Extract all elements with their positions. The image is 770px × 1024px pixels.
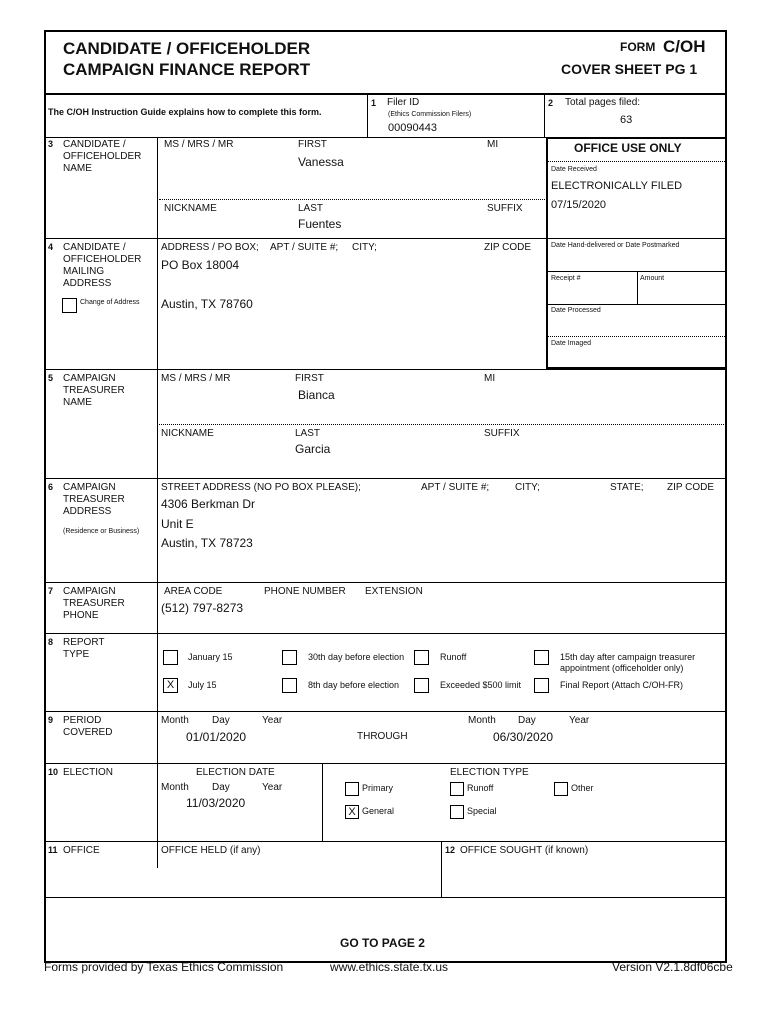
sec3-label-2: OFFICEHOLDER xyxy=(63,151,142,162)
mailing-address-line1[interactable]: PO Box 18004 xyxy=(161,258,240,272)
election-type-label: ELECTION TYPE xyxy=(450,767,529,778)
exceeded-500-checkbox[interactable] xyxy=(414,678,429,693)
treasurer-last-name[interactable]: Garcia xyxy=(295,442,331,456)
election-month-label: Month xyxy=(161,782,189,793)
election-date-label: ELECTION DATE xyxy=(196,767,275,778)
election-runoff-checkbox[interactable] xyxy=(450,782,464,796)
election-year-label: Year xyxy=(262,782,283,793)
election-runoff-label: Runoff xyxy=(467,783,494,793)
extension-label: EXTENSION xyxy=(365,586,423,597)
election-day-label: Day xyxy=(212,782,230,793)
address-label: ADDRESS / PO BOX; xyxy=(161,242,259,253)
electronically-filed-status: ELECTRONICALLY FILED xyxy=(551,180,683,192)
general-label: General xyxy=(362,806,395,816)
suffix-label: SUFFIX xyxy=(487,203,523,214)
to-month-label: Month xyxy=(468,715,496,726)
nickname-label: NICKNAME xyxy=(164,203,217,214)
footer-provider: Forms provided by Texas Ethics Commission xyxy=(44,960,284,974)
nickname-label: NICKNAME xyxy=(161,428,214,439)
sec8-label-2: TYPE xyxy=(63,649,90,660)
last-label: LAST xyxy=(295,428,321,439)
treasurer-first-name[interactable]: Bianca xyxy=(298,388,335,402)
office-use-title: OFFICE USE ONLY xyxy=(574,141,682,155)
ms-mrs-mr-label: MS / MRS / MR xyxy=(161,373,231,384)
dotted-divider xyxy=(548,336,725,337)
instruction-text: The C/OH Instruction Guide explains how to complete this form. xyxy=(48,107,322,117)
january-15-label: January 15 xyxy=(188,652,233,662)
july-15-checkbox[interactable]: X xyxy=(163,678,178,693)
form-title-line1: CANDIDATE / OFFICEHOLDER xyxy=(63,39,311,58)
zip-code-label: ZIP CODE xyxy=(484,242,532,253)
sec7-label-3: PHONE xyxy=(63,610,99,621)
hand-delivered-label: Date Hand-delivered or Date Postmarked xyxy=(551,242,680,249)
runoff-report-label: Runoff xyxy=(440,652,467,662)
label-column-divider xyxy=(157,137,158,868)
receipt-label: Receipt # xyxy=(551,275,581,282)
final-report-label: Final Report (Attach C/OH-FR) xyxy=(560,680,684,690)
sec9-number: 9 xyxy=(48,715,54,725)
filed-date: 07/15/2020 xyxy=(551,199,607,211)
phone-number-label: PHONE NUMBER xyxy=(264,586,346,597)
dotted-divider xyxy=(548,161,725,162)
sec7-number: 7 xyxy=(48,586,54,596)
city-label: CITY; xyxy=(515,482,540,493)
final-report-checkbox[interactable] xyxy=(534,678,549,693)
divider xyxy=(546,238,727,239)
from-day-label: Day xyxy=(212,715,230,726)
other-label: Other xyxy=(571,783,594,793)
july-15-label: July 15 xyxy=(188,680,217,690)
from-year-label: Year xyxy=(262,715,283,726)
form-code: C/OH xyxy=(663,37,706,56)
sec6-label-3: ADDRESS xyxy=(63,506,112,517)
sec4-label-3: MAILING xyxy=(63,266,105,277)
form-label: FORM xyxy=(620,40,656,54)
mailing-address-line2[interactable]: Austin, TX 78760 xyxy=(161,297,253,311)
30th-day-label: 30th day before election xyxy=(308,652,405,662)
sec4-label-2: OFFICEHOLDER xyxy=(63,254,142,265)
mi-label: MI xyxy=(487,139,499,150)
sec11-number: 11 xyxy=(48,845,58,855)
period-from-date[interactable]: 01/01/2020 xyxy=(186,730,247,744)
15th-day-label-line2: appointment (officeholder only) xyxy=(560,663,684,673)
divider xyxy=(546,304,727,305)
office-sought-label: OFFICE SOUGHT (if known) xyxy=(460,845,589,856)
15th-day-checkbox[interactable] xyxy=(534,650,549,665)
divider xyxy=(544,95,545,138)
zip-code-label: ZIP CODE xyxy=(667,482,715,493)
row-divider xyxy=(44,137,546,138)
sec7-label-1: CAMPAIGN xyxy=(63,586,116,597)
sec7-label-2: TREASURER xyxy=(63,598,125,609)
filer-id-label: Filer ID xyxy=(387,97,420,108)
15th-day-label-line1: 15th day after campaign treasurer xyxy=(560,652,696,662)
footer-website[interactable]: www.ethics.state.tx.us xyxy=(330,960,449,974)
footer-version: Version V2.1.8df06cbe xyxy=(612,960,733,974)
sec5-label-1: CAMPAIGN xyxy=(63,373,116,384)
sec8-label-1: REPORT xyxy=(63,637,105,648)
street-address-label: STREET ADDRESS (NO PO BOX PLEASE); xyxy=(161,482,361,493)
sec6-label-1: CAMPAIGN xyxy=(63,482,116,493)
office-held-label: OFFICE HELD (if any) xyxy=(161,845,261,856)
treasurer-address-line1[interactable]: 4306 Berkman Dr xyxy=(161,497,256,511)
sec8-number: 8 xyxy=(48,637,54,647)
sec4-number: 4 xyxy=(48,242,54,252)
period-to-date[interactable]: 06/30/2020 xyxy=(493,730,554,744)
row-divider xyxy=(44,841,727,842)
go-to-page-2: GO TO PAGE 2 xyxy=(340,936,425,950)
to-day-label: Day xyxy=(518,715,536,726)
sec4-label-4: ADDRESS xyxy=(63,278,112,289)
sec1-number: 1 xyxy=(371,98,377,108)
sec6-label-2: TREASURER xyxy=(63,494,125,505)
first-label: FIRST xyxy=(298,139,327,150)
mi-label: MI xyxy=(484,373,496,384)
election-date-value[interactable]: 11/03/2020 xyxy=(186,796,246,810)
dotted-divider xyxy=(159,424,726,425)
row-divider xyxy=(44,582,727,583)
form-title-line2: CAMPAIGN FINANCE REPORT xyxy=(63,60,311,79)
cover-sheet-label: COVER SHEET PG 1 xyxy=(561,61,698,77)
sec5-number: 5 xyxy=(48,373,54,383)
apt-suite-label: APT / SUITE #; xyxy=(270,242,339,253)
sec6-number: 6 xyxy=(48,482,54,492)
date-processed-label: Date Processed xyxy=(551,307,601,314)
first-label: FIRST xyxy=(295,373,324,384)
date-received-label: Date Received xyxy=(551,166,597,173)
city-label: CITY; xyxy=(352,242,377,253)
filer-id-sublabel: (Ethics Commission Filers) xyxy=(388,111,472,118)
amount-label: Amount xyxy=(640,275,665,282)
sec3-number: 3 xyxy=(48,139,54,149)
8th-day-checkbox[interactable] xyxy=(282,678,297,693)
dotted-divider xyxy=(159,199,545,200)
treasurer-address-line2[interactable]: Unit E xyxy=(161,517,194,531)
divider xyxy=(637,271,638,304)
divider xyxy=(322,763,323,842)
total-pages-label: Total pages filed: xyxy=(565,97,641,108)
sec2-number: 2 xyxy=(548,98,554,108)
divider xyxy=(367,95,368,138)
sec5-label-3: NAME xyxy=(63,397,92,408)
exceeded-500-label: Exceeded $500 limit xyxy=(440,680,522,690)
sec9-label-2: COVERED xyxy=(63,727,113,738)
special-label: Special xyxy=(467,806,497,816)
runoff-report-checkbox[interactable] xyxy=(414,650,429,665)
residence-business-label: (Residence or Business) xyxy=(63,528,140,535)
primary-label: Primary xyxy=(362,783,393,793)
sec3-label-3: NAME xyxy=(63,163,92,174)
january-15-checkbox[interactable] xyxy=(163,650,178,665)
sec10-number: 10 xyxy=(48,767,59,777)
from-month-label: Month xyxy=(161,715,189,726)
treasurer-phone[interactable]: (512) 797-8273 xyxy=(161,601,244,615)
sec12-number: 12 xyxy=(445,845,456,855)
area-code-label: AREA CODE xyxy=(164,586,223,597)
suffix-label: SUFFIX xyxy=(484,428,520,439)
through-label: THROUGH xyxy=(357,731,408,742)
apt-suite-label: APT / SUITE #; xyxy=(421,482,490,493)
to-year-label: Year xyxy=(569,715,590,726)
30th-day-checkbox[interactable] xyxy=(282,650,297,665)
special-checkbox[interactable] xyxy=(450,805,464,819)
other-checkbox[interactable] xyxy=(554,782,568,796)
general-checkbox[interactable]: X xyxy=(345,805,359,819)
total-pages-value[interactable]: 63 xyxy=(620,114,633,126)
filer-id-value[interactable]: 00090443 xyxy=(388,122,437,134)
row-divider xyxy=(44,711,727,712)
sec3-label-1: CANDIDATE / xyxy=(63,139,126,150)
sec5-label-2: TREASURER xyxy=(63,385,125,396)
sec11-label: OFFICE xyxy=(63,845,100,856)
primary-checkbox[interactable] xyxy=(345,782,359,796)
row-divider xyxy=(44,633,727,634)
state-label: STATE; xyxy=(610,482,644,493)
change-of-address-label: Change of Address xyxy=(80,299,140,306)
divider xyxy=(441,841,442,898)
change-of-address-checkbox[interactable] xyxy=(62,298,77,313)
row-divider xyxy=(44,897,727,898)
last-label: LAST xyxy=(298,203,324,214)
header-divider xyxy=(44,93,727,95)
row-divider xyxy=(44,369,727,370)
row-divider xyxy=(44,478,727,479)
row-divider xyxy=(44,763,727,764)
ms-mrs-mr-label: MS / MRS / MR xyxy=(164,139,234,150)
sec4-label-1: CANDIDATE / xyxy=(63,242,126,253)
date-imaged-label: Date Imaged xyxy=(551,340,592,347)
row-divider xyxy=(44,238,546,239)
sec10-label: ELECTION xyxy=(63,767,114,778)
8th-day-label: 8th day before election xyxy=(308,680,400,690)
treasurer-address-line3[interactable]: Austin, TX 78723 xyxy=(161,536,253,550)
candidate-last-name[interactable]: Fuentes xyxy=(298,217,342,231)
sec9-label-1: PERIOD xyxy=(63,715,102,726)
candidate-first-name[interactable]: Vanessa xyxy=(298,155,344,169)
